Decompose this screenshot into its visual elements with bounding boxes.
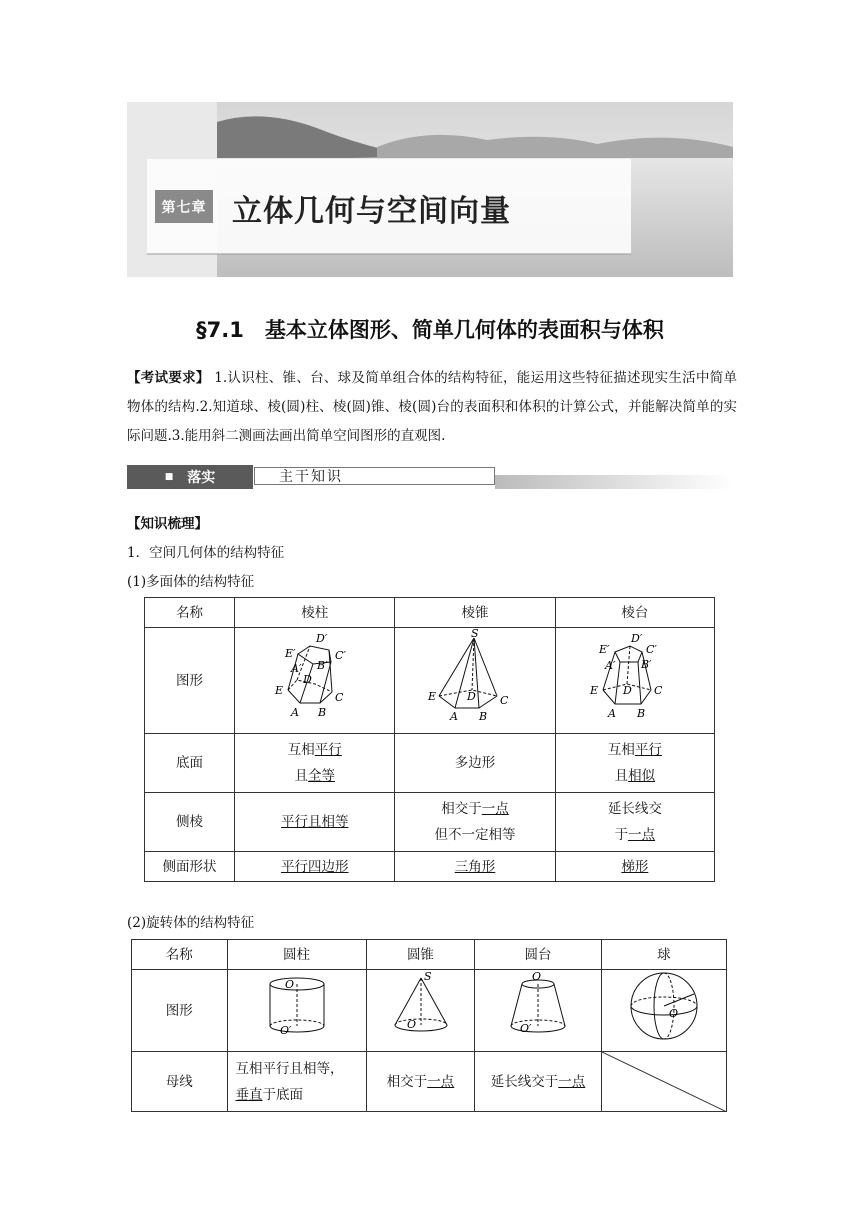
header-cell: 圆柱 (227, 940, 366, 970)
prism-label: B′ (316, 659, 328, 672)
table-cell (235, 852, 395, 882)
empty-diagonal-cell (601, 1052, 726, 1112)
table-cell (395, 852, 555, 882)
prism-label: D (302, 673, 312, 686)
table-cell (475, 1052, 601, 1112)
square-icon: ■ (164, 472, 174, 482)
header-cell: 棱锥 (395, 598, 555, 628)
table-cell (555, 793, 714, 852)
cell-text: 于底面 (262, 1086, 303, 1103)
answer-text: 平行 (314, 742, 342, 758)
row-label: 图形 (145, 628, 235, 734)
sphere-figure (619, 970, 709, 1042)
cell-text: 延长线交 (607, 801, 662, 817)
sphere-figure-cell (601, 970, 726, 1052)
sphere-label: O (668, 1007, 678, 1020)
header-cell: 名称 (132, 940, 228, 970)
cylinder-label: O′ (279, 1024, 292, 1037)
cylinder-label: O (284, 978, 294, 991)
cell-text: 且 (614, 768, 629, 784)
header-cell: 圆台 (475, 940, 601, 970)
section-bar-fade (495, 475, 733, 489)
section-title: §7.1 基本立体图形、简单几何体的表面积与体积 (196, 318, 664, 342)
answer-text: 梯形 (621, 858, 649, 875)
answer-text: 一点 (628, 827, 656, 843)
chapter-tag: 第七章 (155, 190, 213, 223)
revolution-table (131, 939, 727, 1112)
header-cell: 棱柱 (235, 598, 395, 628)
exam-requirements (127, 364, 737, 451)
table-cell (227, 1052, 366, 1112)
answer-text: 三角形 (454, 858, 496, 875)
frustum-figure (585, 628, 685, 724)
cell-text: 相交于 (386, 1073, 428, 1090)
diagonal-line (602, 1052, 727, 1112)
prism-label: A′ (290, 662, 302, 675)
row-label: 底面 (145, 734, 235, 793)
header-cell: 名称 (145, 598, 235, 628)
table-cell (555, 734, 714, 793)
pyramid-label: C (500, 694, 509, 707)
polyhedra-table (144, 597, 715, 882)
frustum-rev-label: O′ (519, 1022, 532, 1035)
row-label: 图形 (132, 970, 228, 1052)
revolution-heading: (2)旋转体的结构特征 (127, 915, 255, 931)
answer-text: 平行且相等 (280, 814, 349, 830)
frustum-label: E (589, 684, 598, 697)
answer-text: 平行四边形 (280, 858, 349, 875)
cone-figure-cell (366, 970, 475, 1052)
row-label: 侧棱 (145, 793, 235, 852)
frustum-label: D′ (630, 632, 643, 645)
section-bar-dark-label: 落实 (187, 470, 216, 486)
table-row (132, 940, 727, 970)
pyramid-figure-cell (395, 628, 555, 734)
frustum-rev-label: O (531, 970, 541, 983)
prism-label: E (274, 684, 283, 697)
answer-text: 平行 (634, 742, 662, 758)
header-cell: 圆锥 (366, 940, 475, 970)
prism-figure-cell (235, 628, 395, 734)
table-cell: 多边形 (395, 734, 555, 793)
table-cell (555, 852, 714, 882)
frustum-label: C′ (645, 643, 657, 656)
frustum-rev-figure-cell (475, 970, 601, 1052)
cell-text: 互相 (287, 742, 315, 758)
cone-label: O (407, 1018, 417, 1031)
requirements-text: 1.认识柱、锥、台、球及简单组合体的结构特征，能运用这些特征描述现实生活中简单物体的结构.2.知道球、棱(圆)柱、棱(圆)锥、棱(圆)台的表面积和体积的计算公式，并能解决简单的实际问题.3.能用斜二测画法画出简单空间图形的直观图. (127, 370, 737, 444)
pyramid-label: S (471, 628, 479, 640)
header-cell: 球 (601, 940, 726, 970)
table-row (145, 734, 715, 793)
table-cell (366, 1052, 475, 1112)
frustum-label: E′ (598, 643, 610, 656)
frustum-label: B (636, 707, 645, 720)
header-cell: 棱台 (555, 598, 714, 628)
pyramid-label: E (428, 690, 437, 703)
table-row (145, 598, 715, 628)
frustum-label: A′ (604, 659, 616, 672)
table-row (145, 628, 715, 734)
frustum-rev-figure (493, 970, 583, 1042)
frustum-label: B′ (640, 658, 652, 671)
cell-text: 于 (614, 827, 629, 843)
section-bar-dark (127, 465, 253, 489)
answer-text: 相似 (628, 768, 656, 784)
chapter-title: 立体几何与空间向量 (232, 194, 511, 229)
frustum-label: A (607, 707, 616, 720)
prism-label: C (334, 691, 344, 704)
section-bar (127, 465, 733, 489)
pyramid-figure (425, 628, 525, 724)
cell-text: 且 (294, 768, 308, 784)
cell-text: 互相平行且相等， (235, 1060, 344, 1077)
prism-label: A (290, 706, 299, 719)
row-label: 母线 (132, 1052, 228, 1112)
pyramid-label: D (467, 690, 476, 703)
answer-text: 一点 (481, 801, 509, 817)
cone-label: S (424, 970, 432, 983)
cell-text: 延长线交于 (490, 1073, 559, 1090)
frustum-label: D (622, 684, 632, 697)
item-1-heading: 1．空间几何体的结构特征 (127, 545, 285, 561)
table-row (145, 793, 715, 852)
cell-text: 相交于 (441, 801, 482, 817)
prism-figure (265, 628, 365, 724)
prism-label: B (317, 706, 326, 719)
polyhedra-heading: (1)多面体的结构特征 (127, 574, 255, 590)
prism-label: D′ (315, 632, 328, 645)
pyramid-label: B (479, 710, 488, 723)
answer-text: 一点 (427, 1073, 455, 1090)
row-label: 侧面形状 (145, 852, 235, 882)
prism-label: E′ (284, 647, 296, 660)
table-row (132, 970, 727, 1052)
table-cell (235, 793, 395, 852)
table-cell (235, 734, 395, 793)
table-cell (395, 793, 555, 852)
knowledge-heading: 【知识梳理】 (127, 516, 208, 532)
prism-label: C′ (334, 649, 346, 662)
cell-text: 互相 (607, 742, 635, 758)
section-bar-light-label: 主干知识 (254, 467, 495, 485)
cylinder-figure-cell (227, 970, 366, 1052)
frustum-figure-cell (555, 628, 714, 734)
table-row (132, 1052, 727, 1112)
requirements-label: 【考试要求】 (127, 370, 210, 386)
answer-text: 一点 (558, 1073, 586, 1090)
cylinder-figure (252, 970, 342, 1042)
pyramid-label: A (450, 710, 458, 723)
cell-text: 但不一定相等 (434, 827, 516, 843)
frustum-label: C (653, 684, 663, 697)
table-row (145, 852, 715, 882)
cone-figure (375, 970, 465, 1042)
answer-text: 垂直 (235, 1086, 263, 1103)
answer-text: 全等 (307, 768, 335, 784)
